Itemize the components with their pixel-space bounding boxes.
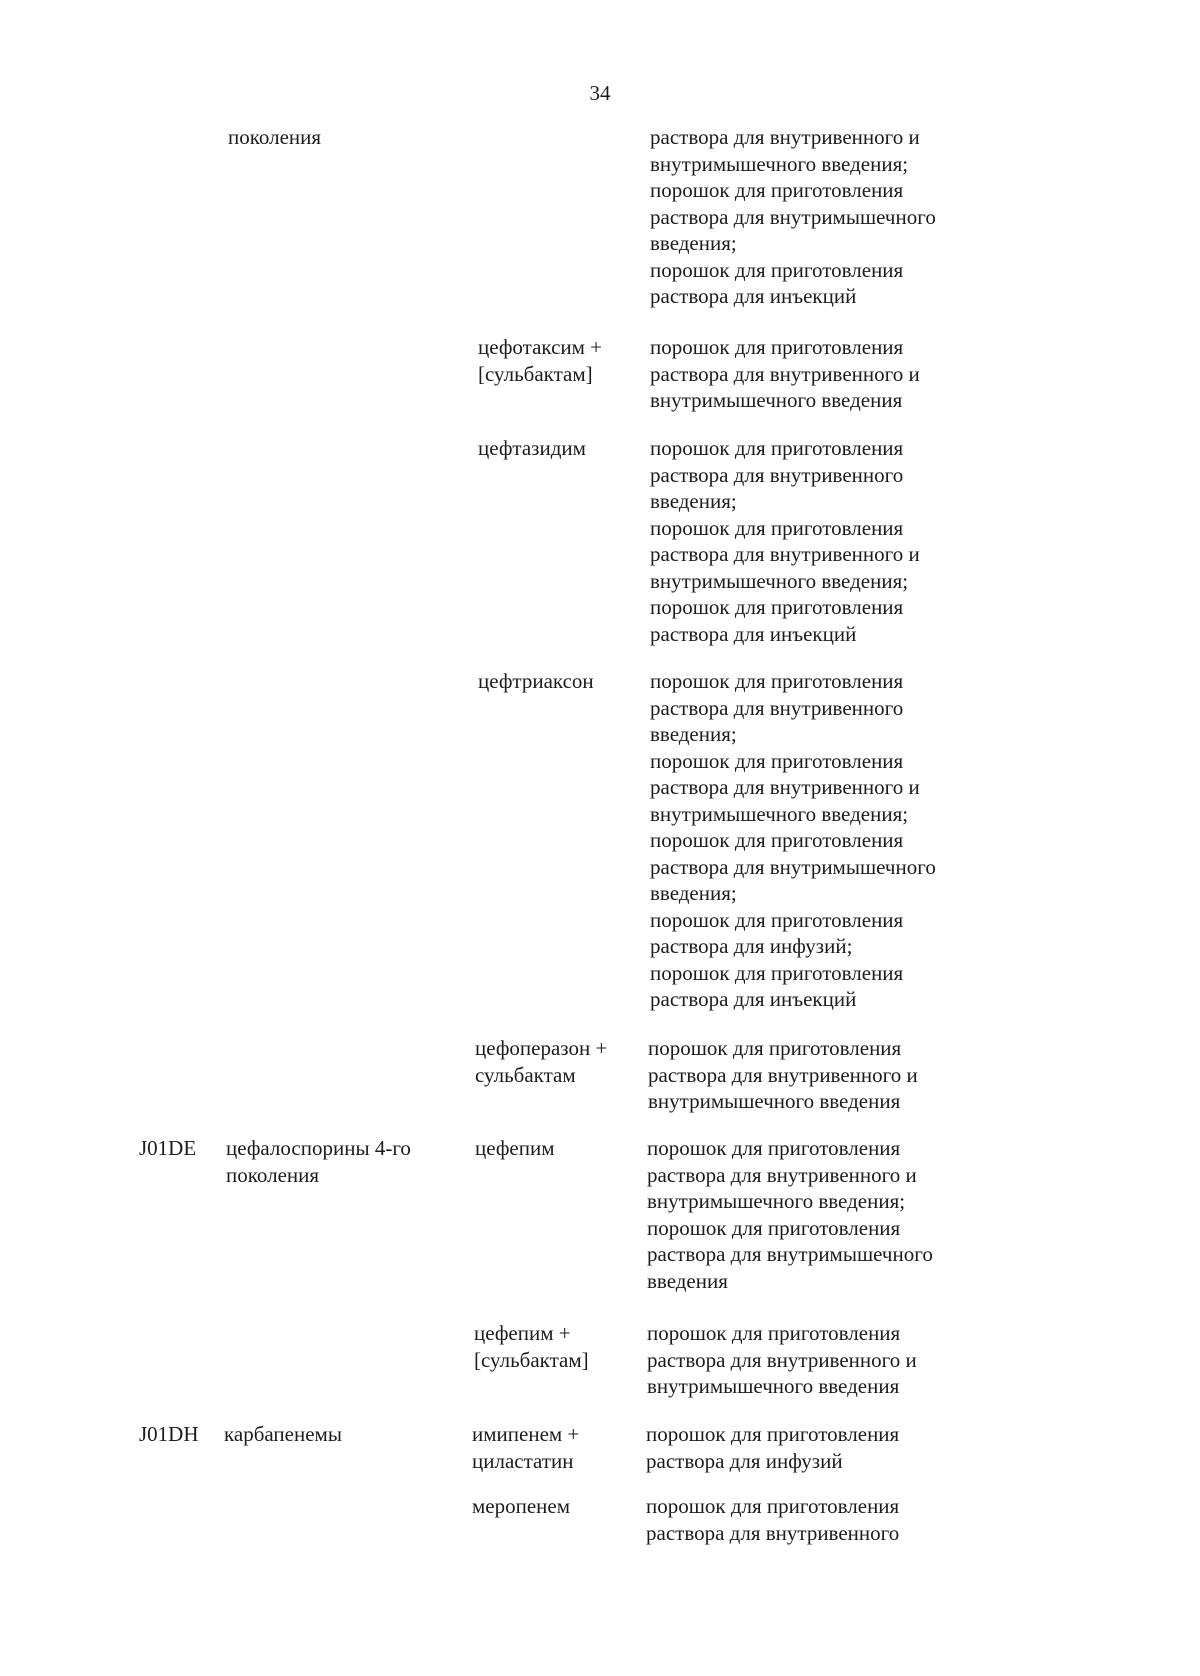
dosage-forms: порошок для приготовления раствора для инфузий — [646, 1422, 900, 1473]
drug-name: цефотаксим + [сульбактам] — [478, 335, 603, 386]
page-number: 34 — [589, 81, 611, 105]
drug-name: имипенем + циластатин — [472, 1422, 580, 1473]
atc-group-name: карбапенемы — [224, 1422, 342, 1446]
drug-name: цефепим + [сульбактам] — [474, 1321, 589, 1372]
dosage-forms: порошок для приготовления раствора для внутривенного и внутримышечного введения — [650, 335, 920, 412]
dosage-forms: порошок для приготовления раствора для внутривенного введения; порошок для приготовления раствора для внутривенного и внутримышечного введения; порошок для приготовления раствора для инъекций — [650, 436, 920, 646]
drug-name: цефтазидим — [478, 436, 586, 460]
atc-group-name: поколения — [228, 125, 322, 149]
atc-code: J01DE — [139, 1136, 197, 1160]
dosage-forms: порошок для приготовления раствора для внутривенного и внутримышечного введения; порошок для приготовления раствора для внутримышечного введения — [647, 1136, 933, 1293]
drug-name: цефтриаксон — [478, 669, 594, 693]
drug-name: меропенем — [472, 1494, 571, 1518]
drug-name: цефоперазон + сульбактам — [475, 1036, 608, 1087]
dosage-forms: порошок для приготовления раствора для внутривенного и внутримышечного введения — [648, 1036, 918, 1113]
dosage-forms: раствора для внутривенного и внутримышечного введения; порошок для приготовления раствора для внутримышечного введения; порошок для приготовления раствора для инъекций — [650, 125, 936, 308]
atc-group-name: цефалоспорины 4-го поколения — [226, 1136, 411, 1187]
atc-code: J01DH — [139, 1422, 199, 1446]
dosage-forms: порошок для приготовления раствора для внутривенного и внутримышечного введения — [647, 1321, 917, 1398]
dosage-forms: порошок для приготовления раствора для внутривенного введения; порошок для приготовления раствора для внутривенного и внутримышечного введения; порошок для приготовления раствора для внутримышечного введения; порошок для приготовления раствора для инфузий; порошок для приготовления раствора для инъекций — [650, 669, 936, 1011]
drug-name: цефепим — [475, 1136, 555, 1160]
dosage-forms: порошок для приготовления раствора для внутривенного — [646, 1494, 900, 1545]
